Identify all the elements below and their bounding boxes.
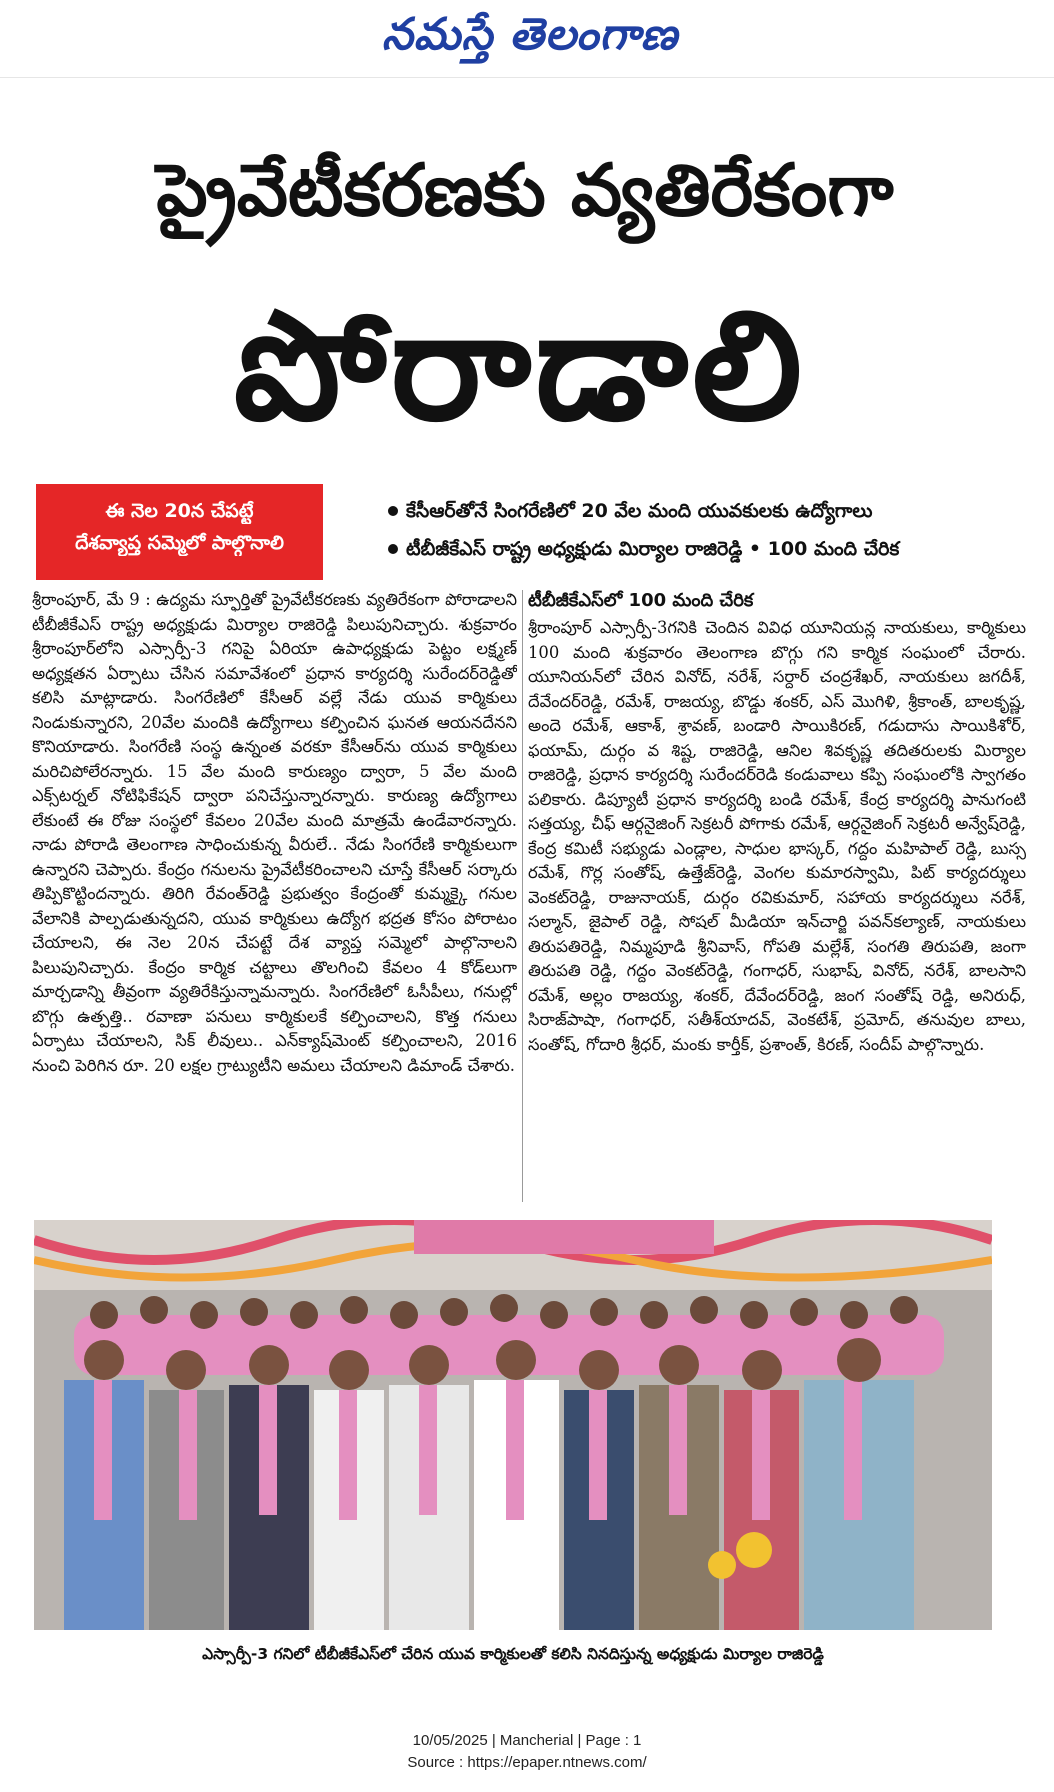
article-body-right: శ్రీరాంపూర్ ఎస్సార్పీ-3గనికి చెందిన వివిధ యూనియన్ల నాయకులు, కార్మికులు 100 మంది శుక్రవారం తెలంగాణ బొగ్గు గని కార్మిక సంఘంలో చేరారు. యూనియన్‌లో చేరిన వినోద్, నరేశ్, సర్దార్ చంద్రశేఖర్, నాయకులు జగదీశ్, దేవేందర్‌రెడ్డి, రమేశ్, రాజయ్య, బొడ్డు శంకర్, ఎస్ మొగిళి, శ్రీకాంత్, బాలకృష్ణ, అందె రమేశ్, ఆకాశ్, శ్రావణ్, బండారి సాయికిరణ్, గడుదాసు సాయికిశోర్, ఫయామ్, దుర్గం వ శిష్ట, రాజిరెడ్డి, ఆనిల శివకృష్ణ తదితరులకు మిర్యాల రాజిరెడ్డి, ప్రధాన కార్యదర్శి సురేందర్‌రెడి కండువాలు కప్పి సంఘంలోకి స్వాగతం పలికారు. డిప్యూటీ ప్రధాన కార్యదర్శి బండి రమేశ్, కేంద్ర కార్యదర్శి పానుగంటి సత్తయ్య, చీఫ్ ఆర్గనైజింగ్ సెక్రటరీ పోగాకు రమేశ్, ఆర్గనైజింగ్ సెక్రటరీ అన్వేష్‌రెడ్డి, కేంద్ర కమిటీ సభ్యుడు ఎండ్లాల, సాధుల భాస్కర్, గద్దం మహిపాల్ రెడ్డి, బుస్స రమేశ్, గొర్ల సంతోష్, ఉత్తేజ్‌రెడ్డి, వెంగల కుమారస్వామి, పిట్ కార్యదర్శులు వెంకట్‌రెడ్డి, రాజునాయక్, దుర్గం రవికుమార్, సహాయ కార్యదర్శులు నరేశ్, సల్మాన్, జైపాల్ రెడ్డి, సోషల్ మీడియా ఇన్‌చార్జి పవన్‌కల్యాణ్, నాయకులు తిరుపతిరెడ్డి, నిమ్మపూడి శ్రీనివాస్, గోపతి మల్లేశ్, సంగతి తిరుపతి, జంగా తిరుపతి రెడ్డి, గద్దం వెంకట్‌రెడ్డి, గంగాధర్, సుభాష్, వినోద్, నరేశ్, బాలసాని రమేశ్, అల్లం రాజయ్య, శంకర్, దేవేందర్‌రెడ్డి, జంగ సంతోష్ రెడ్డి, అనిరుధ్, సిరాజ్‌పాషా, గంగాధర్, సతీశ్‌యాదవ్, వెంకటేశ్, ప్రమోద్, తనువుల బాలు, సంతోష్, గోదారి శ్రీధర్, మంకు కార్తీక్, ప్రశాంత్, కిరణ్, సందీప్ పాల్గొన్నారు. [528,618,1026,1054]
group-photo [34,1220,992,1630]
bullet-icon [388,506,398,516]
highlight-item [388,492,1028,530]
headline-line-2: పోరాడాలి [233,280,807,454]
masthead-divider [0,77,1054,78]
headline-line-1: ప్రైవేటీకరణకు వ్యతిరేకంగా [156,148,894,232]
masthead-logo [330,0,730,78]
article-body-left: శ్రీరాంపూర్, మే 9 : ఉద్యమ స్ఫూర్తితో ప్రైవేటీకరణకు వ్యతిరేకంగా పోరాడాలని టీబీజీకేఎస్ రాష్ట్ర అధ్యక్షుడు మిర్యాల రాజిరెడ్డి పిలుపునిచ్చారు. శుక్రవారం శ్రీరాంపూర్‌లోని ఎస్సార్పీ-3 గనిపై ఏరియా ఉపాధ్యక్షుడు పెట్టం లక్ష్మణ్ అధ్యక్షతన ఏర్పాటు చేసిన సమావేశంలో ప్రధాన కార్యదర్శి సురేందర్‌రెడ్డితో కలిసి మాట్లాడారు. సింగరేణిలో కేసీఆర్ వల్లే నేడు యువ కార్మికులు నిండుకున్నారని, 20వేల మందికి ఉద్యోగాలు కల్పించిన ఘనత ఆయనదేనని కొనియాడారు. సింగరేణి సంస్థ ఉన్నంత వరకూ కేసీఆర్‌ను యువ కార్మికులు మరిచిపోలేరన్నారు. 15 వేల మంది కారుణ్యం ద్వారా, 5 వేల మంది ఎక్స్‌టర్నల్ నోటిఫికేషన్ ద్వారా పనిచేస్తున్నారన్నారు. కారుణ్య ఉద్యోగాలు లేకుంటే ఈ రోజు సంస్థలో కేవలం 20వేల మంది మాత్రమే ఉండేవారన్నారు. నాడు పోరాడి తెలంగాణ సాధించుకున్న వీరులే.. నేడు సింగరేణి కార్మికులుగా ఉన్నారని చెప్పారు. కేంద్రం గనులను ప్రైవేటీకరించాలని చూస్తే కేసీఆర్ సర్కారు తిప్పికొట్టిందన్నారు. తిరిగి రేవంత్‌రెడ్డి ప్రభుత్వం కేంద్రంతో కుమ్మక్కై గనుల వేలానికి పాల్పడుతున్నదని, యువ కార్మికులు ఉద్యోగ భద్రత కోసం పోరాటం చేయాలని, ఈ నెల 20న చేపట్టే దేశ వ్యాప్త సమ్మెలో పాల్గొనాలని పిలుపునిచ్చారు. కేంద్రం కార్మిక చట్టాలు తొలగించి కేవలం 4 కోడ్‌లుగా మార్చడాన్ని తీవ్రంగా వ్యతిరేకిస్తున్నామన్నారు. సింగరేణిలో ఓసీపీలు, గనుల్లో బొగ్గు ఉత్పత్తి.. రవాణా పనులు కార్మికులకే కల్పించాలని, కొత్త గనులు ఏర్పాటు చేయాలని, సిక్ లీవులు.. ఎన్‌క్యాష్‌మెంట్ కల్పించాలని, 2016 నుంచి పెరిగిన రూ. 20 లక్షల గ్రాట్యుటీని అమలు చేయాలని డిమాండ్ చేశారు. [32,590,517,1075]
bullet-icon [388,544,398,554]
page-footer [0,1730,1054,1774]
column-divider [522,590,523,1202]
footer-source: Source : https://epaper.ntnews.com/ [407,1754,647,1771]
article-right-column [528,588,1026,1208]
group-photo-illustration [34,1220,992,1630]
highlight-text: కేసీఆర్‌తోనే సింగరేణిలో 20 వేల మంది యువకులకు ఉద్యోగాలు [406,500,873,522]
highlight-item [388,530,1028,568]
photo-caption: ఎస్సార్పీ-3 గనిలో టీబీజీకేఎస్‌లో చేరిన యువ కార్మికులతో కలిసి నినదిస్తున్న అధ్యక్షుడు మిర్యాల రాజిరెడ్డి [202,1645,824,1663]
article-subhead: టీబీజీకేఎస్‌లో 100 మంది చేరిక [528,590,754,611]
callout-line-2: దేశవ్యాప్త సమ్మెలో పాల్గొనాలి [75,532,284,554]
highlights-list [388,492,1028,568]
highlight-text: టీబీజీకేఎస్ రాష్ట్ర అధ్యక్షుడు మిర్యాల రాజిరెడ్డి • 100 మంది చేరిక [406,538,900,560]
callout-box [36,484,323,580]
article-left-column [32,588,517,1208]
footer-date-edition: 10/05/2025 | Mancherial | Page : 1 [412,1732,642,1749]
callout-line-1: ఈ నెల 20న చేపట్టే [105,500,254,522]
masthead-title: నమస్తే తెలంగాణ [381,9,679,60]
